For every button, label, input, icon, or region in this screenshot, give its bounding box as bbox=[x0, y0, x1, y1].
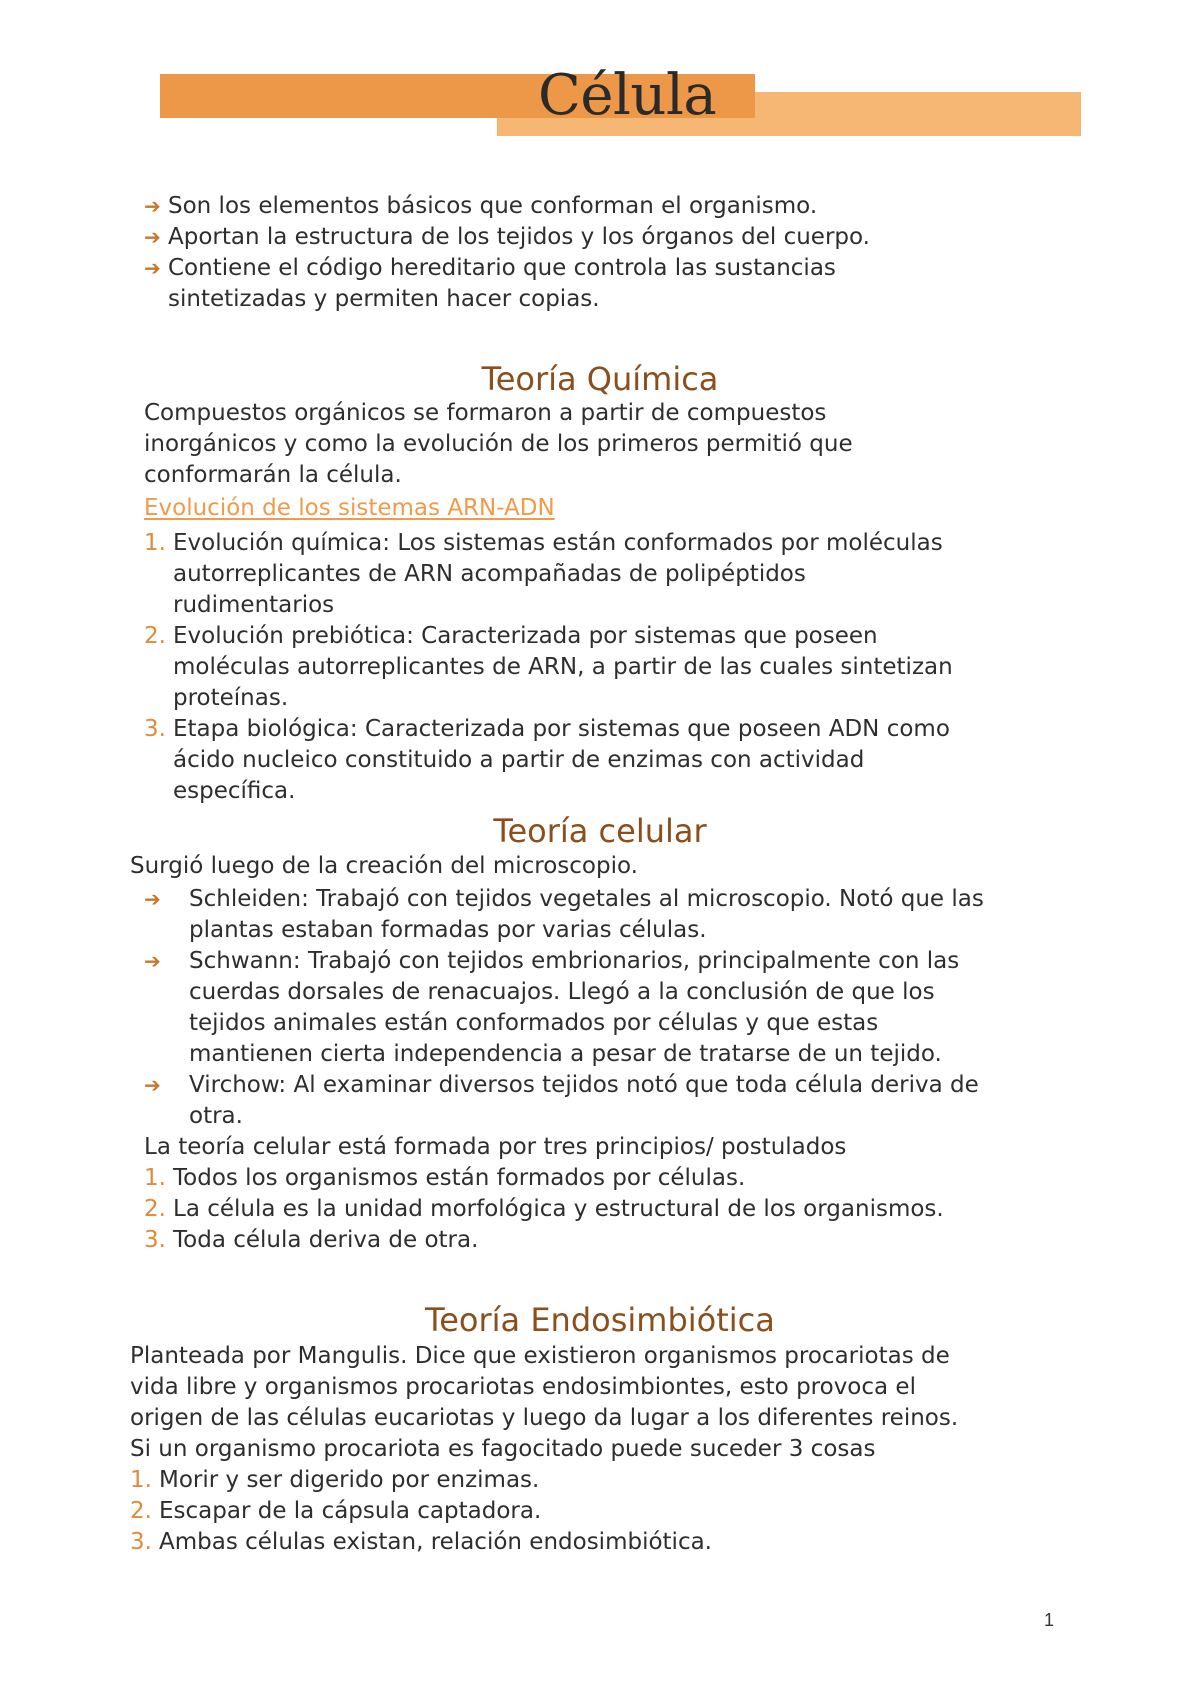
endo-paragraph-line: Planteada por Mangulis. Dice que existieron organismos procariotas de bbox=[130, 1343, 950, 1369]
list-item-continuation: autorreplicantes de ARN acompañadas de polipéptidos bbox=[173, 561, 806, 587]
arrow-right-icon: ➔ bbox=[144, 1073, 161, 1097]
endo-paragraph-line: vida libre y organismos procariotas endosimbiontes, esto provoca el bbox=[130, 1374, 916, 1400]
list-item: 3. Toda célula deriva de otra. bbox=[144, 1227, 479, 1253]
arrow-right-icon: ➔ bbox=[144, 887, 161, 911]
section-heading-quimica: Teoría Química bbox=[481, 360, 719, 398]
list-item-continuation: rudimentarios bbox=[173, 592, 335, 618]
endo-paragraph-line: Si un organismo procariota es fagocitado puede suceder 3 cosas bbox=[130, 1436, 876, 1462]
list-item-continuation: ácido nucleico constituido a partir de enzimas con actividad bbox=[173, 747, 865, 773]
endo-paragraph-line: origen de las células eucariotas y luego da lugar a los diferentes reinos. bbox=[130, 1405, 959, 1431]
section-heading-endosimbiotica: Teoría Endosimbiótica bbox=[425, 1301, 775, 1339]
list-item: 1. Todos los organismos están formados por células. bbox=[144, 1165, 746, 1191]
list-item: 1. Morir y ser digerido por enzimas. bbox=[130, 1467, 540, 1493]
list-item-continuation: específica. bbox=[173, 778, 296, 804]
celular-bullet: ➔ Virchow: Al examinar diversos tejidos notó que toda célula deriva de bbox=[144, 1070, 979, 1101]
list-item-continuation: moléculas autorreplicantes de ARN, a partir de las cuales sintetizan bbox=[173, 654, 953, 680]
page-title-block bbox=[538, 56, 798, 136]
principles-intro: La teoría celular está formada por tres principios/ postulados bbox=[144, 1134, 847, 1160]
section-heading-celular: Teoría celular bbox=[493, 812, 707, 850]
celular-bullet: ➔ Schleiden: Trabajó con tejidos vegetales al microscopio. Notó que las bbox=[144, 884, 984, 915]
celular-bullet-continuation: otra. bbox=[189, 1103, 243, 1129]
list-item: 3. Etapa biológica: Caracterizada por sistemas que poseen ADN como bbox=[144, 716, 950, 742]
quimica-paragraph-line: inorgánicos y como la evolución de los primeros permitió que bbox=[144, 431, 853, 457]
celular-bullet-continuation: mantienen cierta independencia a pesar de tratarse de un tejido. bbox=[189, 1041, 942, 1067]
celular-bullet: ➔ Schwann: Trabajó con tejidos embrionarios, principalmente con las bbox=[144, 946, 959, 977]
arrow-right-icon: ➔ bbox=[144, 225, 161, 249]
celular-bullet-continuation: cuerdas dorsales de renacuajos. Llegó a la conclusión de que los bbox=[189, 979, 935, 1005]
quimica-paragraph-line: Compuestos orgánicos se formaron a partir de compuestos bbox=[144, 400, 827, 426]
list-item: 1. Evolución química: Los sistemas están conformados por moléculas bbox=[144, 530, 943, 556]
arrow-right-icon: ➔ bbox=[144, 194, 161, 218]
intro-bullet: ➔ Contiene el código hereditario que controla las sustancias bbox=[144, 253, 836, 284]
intro-bullet-continuation: sintetizadas y permiten hacer copias. bbox=[168, 286, 600, 312]
celular-bullet-continuation: plantas estaban formadas por varias células. bbox=[189, 917, 707, 943]
celular-intro: Surgió luego de la creación del microscopio. bbox=[130, 853, 638, 879]
celular-bullet-continuation: tejidos animales están conformados por células y que estas bbox=[189, 1010, 879, 1036]
page-number: 1 bbox=[1044, 1610, 1055, 1630]
arrow-right-icon: ➔ bbox=[144, 256, 161, 280]
subheading-arn-adn: Evolución de los sistemas ARN-ADN bbox=[144, 495, 555, 521]
page-title: Célula bbox=[538, 63, 717, 128]
list-item: 2. Evolución prebiótica: Caracterizada por sistemas que poseen bbox=[144, 623, 878, 649]
intro-bullet: ➔ Aportan la estructura de los tejidos y los órganos del cuerpo. bbox=[144, 222, 870, 253]
quimica-subheading bbox=[144, 493, 555, 524]
list-item: 2. Escapar de la cápsula captadora. bbox=[130, 1498, 542, 1524]
list-item-continuation: proteínas. bbox=[173, 685, 289, 711]
list-item: 2. La célula es la unidad morfológica y estructural de los organismos. bbox=[144, 1196, 944, 1222]
arrow-right-icon: ➔ bbox=[144, 949, 161, 973]
intro-bullet: ➔ Son los elementos básicos que conforman el organismo. bbox=[144, 191, 817, 222]
list-item: 3. Ambas células existan, relación endosimbiótica. bbox=[130, 1529, 712, 1555]
quimica-paragraph-line: conformarán la célula. bbox=[144, 462, 402, 488]
